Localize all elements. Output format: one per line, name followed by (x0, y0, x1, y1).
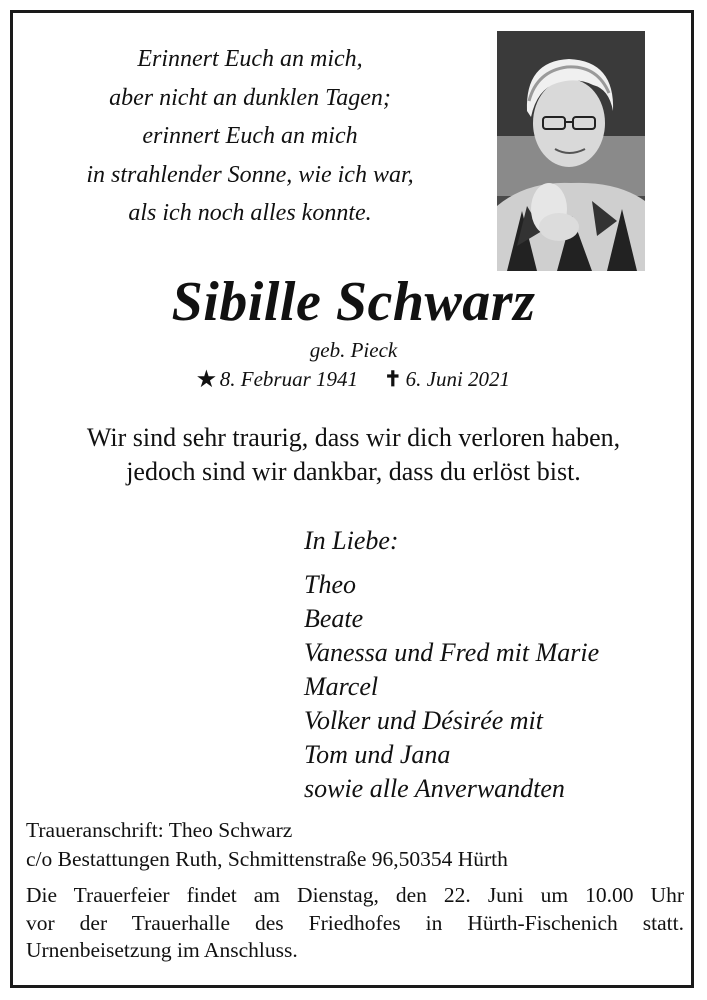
portrait-illustration (497, 31, 645, 271)
ceremony-line-text: vor der Trauerhalle des Friedhofes in Hürth-Fischenich statt. (26, 910, 684, 935)
mourner-name: sowie alle Anverwandten (304, 774, 565, 803)
death-cross-icon: ✝ (384, 367, 402, 391)
poem-line: aber nicht an dunklen Tagen; (109, 84, 391, 111)
mourners-title: In Liebe: (304, 526, 399, 555)
message-line: Wir sind sehr traurig, dass wir dich verloren haben, (86, 423, 621, 452)
mourning-message (0, 421, 707, 489)
address-line: Traueranschrift: Theo Schwarz (26, 818, 293, 842)
ceremony-line-text: Die Trauerfeier findet am Dienstag, den 22. Juni um 10.00 Uhr (26, 883, 684, 907)
maiden-name: geb. Pieck (309, 338, 398, 362)
mourner-name: Volker und Désirée mit (304, 706, 544, 735)
poem-line: als ich noch alles konnte. (128, 200, 372, 226)
mourners-block (304, 525, 599, 806)
life-dates (0, 367, 707, 392)
poem-line: erinnert Euch an mich (142, 123, 358, 149)
poem-line: Erinnert Euch an mich, (137, 46, 363, 72)
ceremony-info (26, 882, 684, 965)
address-line: c/o Bestattungen Ruth, Schmittenstraße 96,50354 Hürth (26, 847, 508, 871)
ceremony-line: Urnenbeisetzung im Anschluss. (26, 938, 298, 962)
poem-line: in strahlender Sonne, wie ich war, (86, 161, 414, 188)
portrait-photo (497, 31, 645, 271)
mourner-name: Marcel (304, 672, 379, 701)
ceremony-line (26, 882, 684, 910)
deceased-name: Sibille Schwarz (171, 271, 536, 333)
ceremony-line (26, 910, 684, 938)
message-line: jedoch sind wir dankbar, dass du erlöst bist. (126, 457, 581, 486)
mourner-name: Vanessa und Fred mit Marie (304, 638, 600, 667)
mourner-name: Beate (304, 604, 364, 633)
death-date: 6. Juni 2021 (405, 367, 511, 391)
mourner-name: Tom und Jana (304, 740, 451, 769)
birth-date: 8. Februar 1941 (219, 367, 359, 391)
poem (30, 40, 470, 233)
mourners-list (304, 568, 599, 806)
birth-star-icon: ★ (196, 367, 216, 391)
mourning-address (26, 816, 508, 874)
mourner-name: Theo (304, 570, 356, 599)
